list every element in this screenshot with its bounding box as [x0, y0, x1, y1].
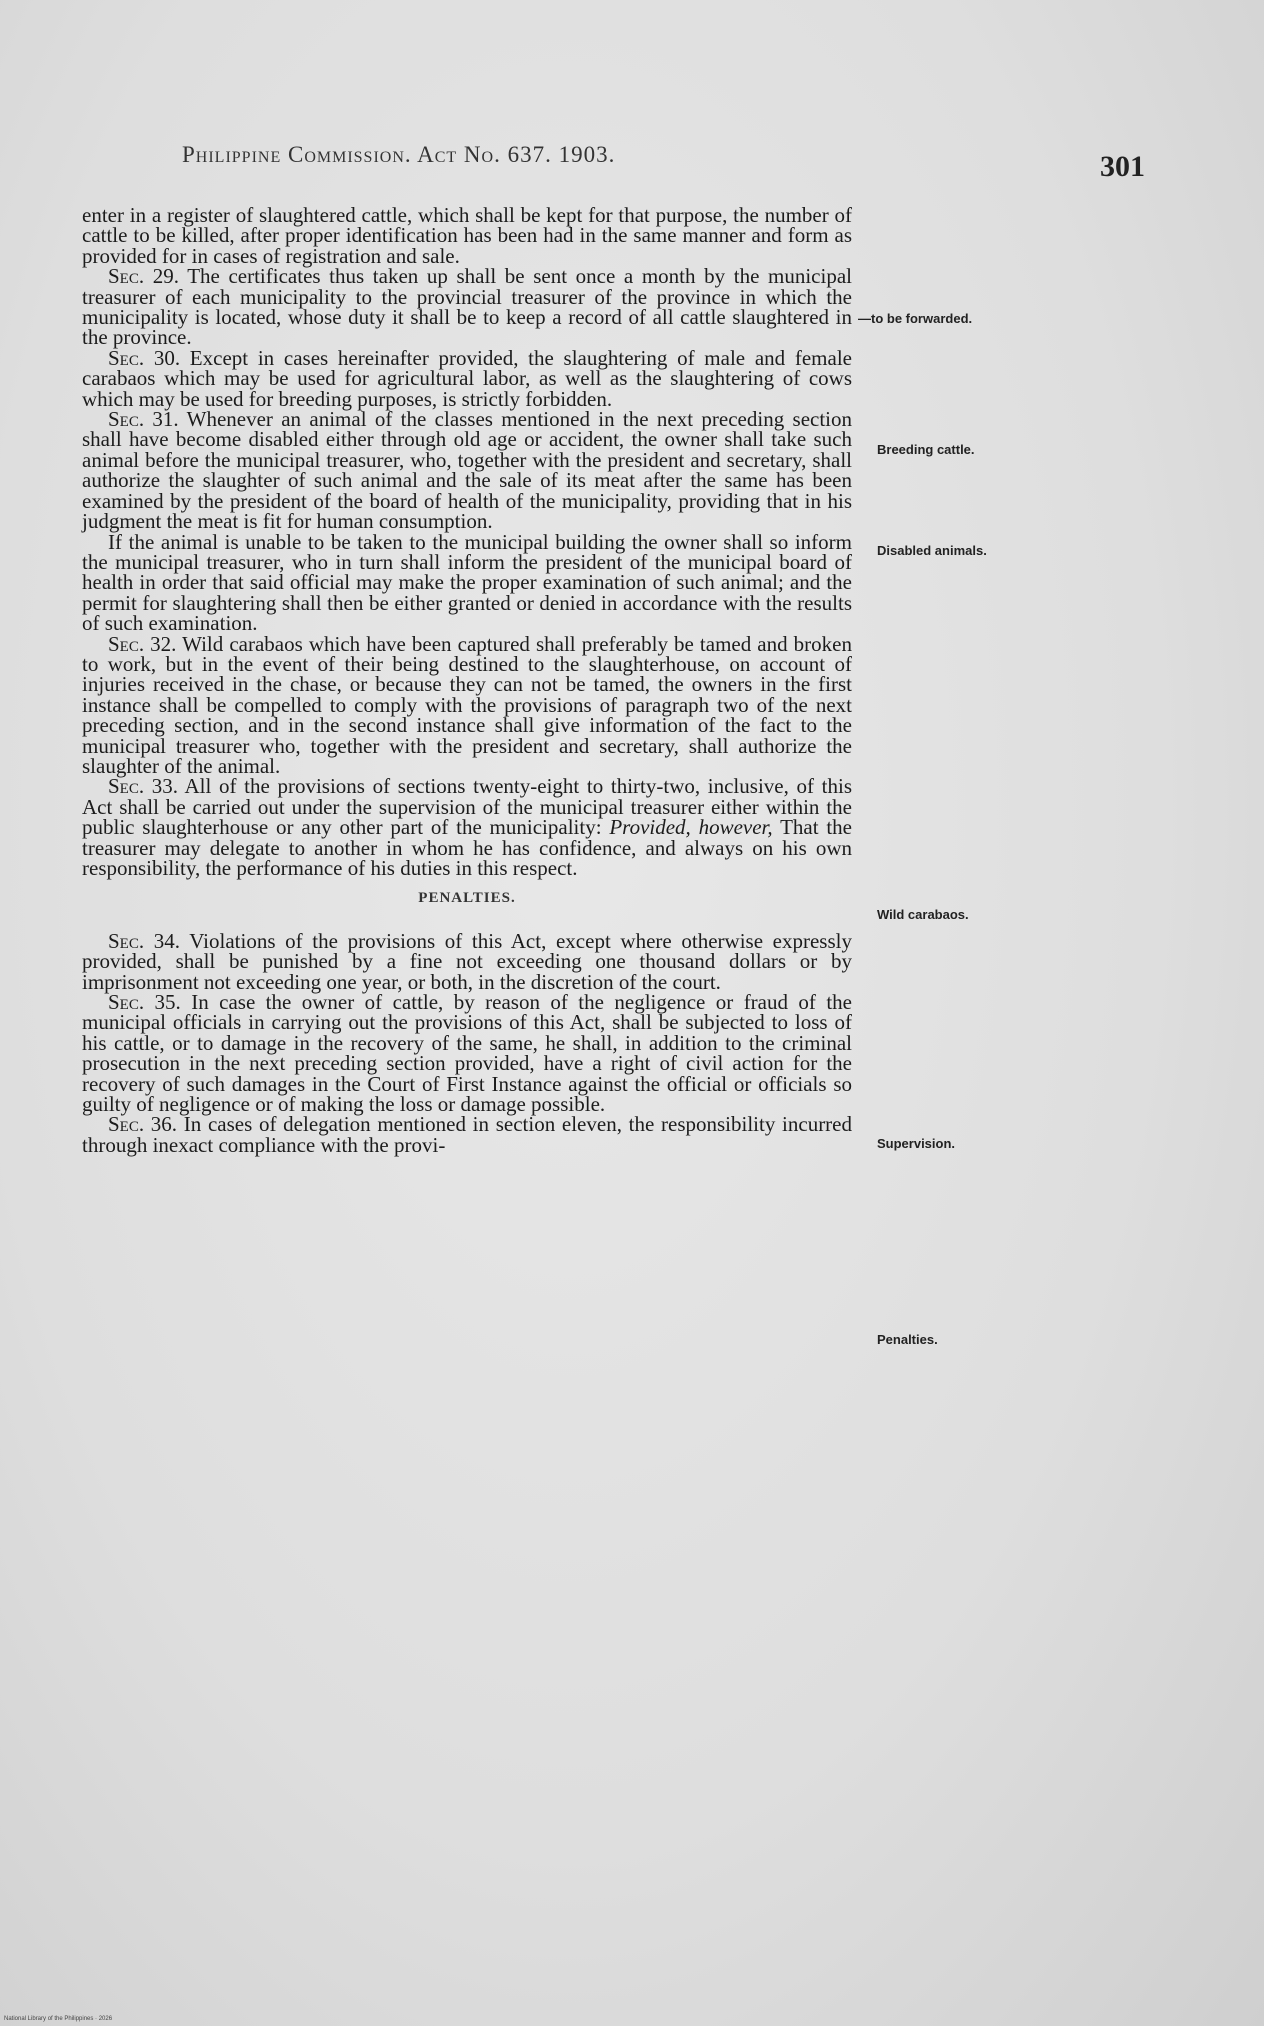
page-number: 301 [1100, 150, 1145, 183]
margin-note-supervision: Supervision. [877, 1136, 956, 1151]
paragraph-sec-34: Sec. 34. Violations of the provisions of this Act, except where otherwise expressly provided, shall be punished by a fine not exceeding one thousand dollars or by imprisonment not exceeding one year, or both, in the discretion of the court. [82, 928, 852, 994]
paragraph-sec-31: Sec. 31. Whenever an animal of the classes mentioned in the next preceding section shall have become disabled either through old age or accident, the owner shall take such animal before the municipal treasurer, who, together with the president and secretary, shall authorize the slaughter of such animal and the sale of its meat after the same has been examined by the president of the board of health of the municipality, providing that in his judgment the meat is fit for human consumption. [82, 407, 852, 534]
paragraph-sec-29: Sec. 29. The certificates thus taken up shall be sent once a month by the municipal treasurer of each municipality to the provincial treasurer of the province in which the municipality is located, whose duty it shall be to keep a record of all cattle slaughtered in the province. [82, 264, 852, 350]
margin-note-breeding: Breeding cattle. [877, 442, 975, 457]
paragraph-sec-30: Sec. 30. Except in cases hereinafter provided, the slaughtering of male and female carabaos which may be used for agricultural labor, as well as the slaughtering of cows which may be used for breeding purposes, is strictly forbidden. [82, 345, 852, 411]
paragraph-sec-31-cont: If the animal is unable to be taken to the municipal building the owner shall so inform the municipal treasurer, who in turn shall inform the president of the municipal board of health in order that said official may make the proper examination of such animal; and the permit for slaughtering shall then be either granted or denied in accordance with the results of such examination. [82, 529, 852, 636]
scan-footer: National Library of the Philippines · 2026 [4, 2016, 113, 2022]
paragraph-sec-35: Sec. 35. In case the owner of cattle, by reason of the negligence or fraud of the municipal officials in carrying out the provisions of this Act, shall be subjected to loss of his cattle, or to damage in the recovery of the same, he shall, in addition to the criminal prosecution in the next preceding section provided, have a right of civil action for the recovery of such damages in the Court of First Instance against the official or officials so guilty of negligence or of making the loss or damage possible. [82, 990, 852, 1117]
margin-note-penalties: Penalties. [877, 1332, 938, 1347]
section-heading-penalties: PENALTIES. [418, 890, 516, 907]
margin-note-disabled: Disabled animals. [877, 543, 987, 558]
running-title: Philippine Commission. Act No. 637. 1903. [182, 142, 616, 167]
body-text [82, 205, 852, 1155]
margin-note-forwarded: —to be forwarded. [858, 311, 973, 326]
paragraph-sec-32: Sec. 32. Wild carabaos which have been captured shall preferably be tamed and broken to work, but in the event of their being destined to the slaughterhouse, on account of injuries received in the chase, or because they can not be tamed, the owners in the first instance shall be compelled to comply with the provisions of paragraph two of the next preceding section, and in the second instance shall give information of the fact to the municipal treasurer who, together with the president and secretary, shall authorize the slaughter of the animal. [82, 631, 852, 778]
paragraph-sec-33: Sec. 33. All of the provisions of sections twenty-eight to thirty-two, inclusive, of this Act shall be carried out under the supervision of the municipal treasurer either within the public slaughterhouse or any other part of the municipality: Provided, however, That the treasurer may delegate to another in whom he has confidence, and always on his own responsibility, the performance of his duties in this respect. [82, 774, 853, 880]
margin-note-wild-carabaos: Wild carabaos. [877, 907, 969, 922]
paragraph-sec-36: Sec. 36. In cases of delegation mentioned in section eleven, the responsibility incurred through inexact compliance with the provi- [82, 1112, 852, 1157]
paragraph-continuation: enter in a register of slaughtered cattle, which shall be kept for that purpose, the number of cattle to be killed, after proper identification has been had in the same manner and form as provided for in cases of registration and sale. [82, 203, 852, 268]
